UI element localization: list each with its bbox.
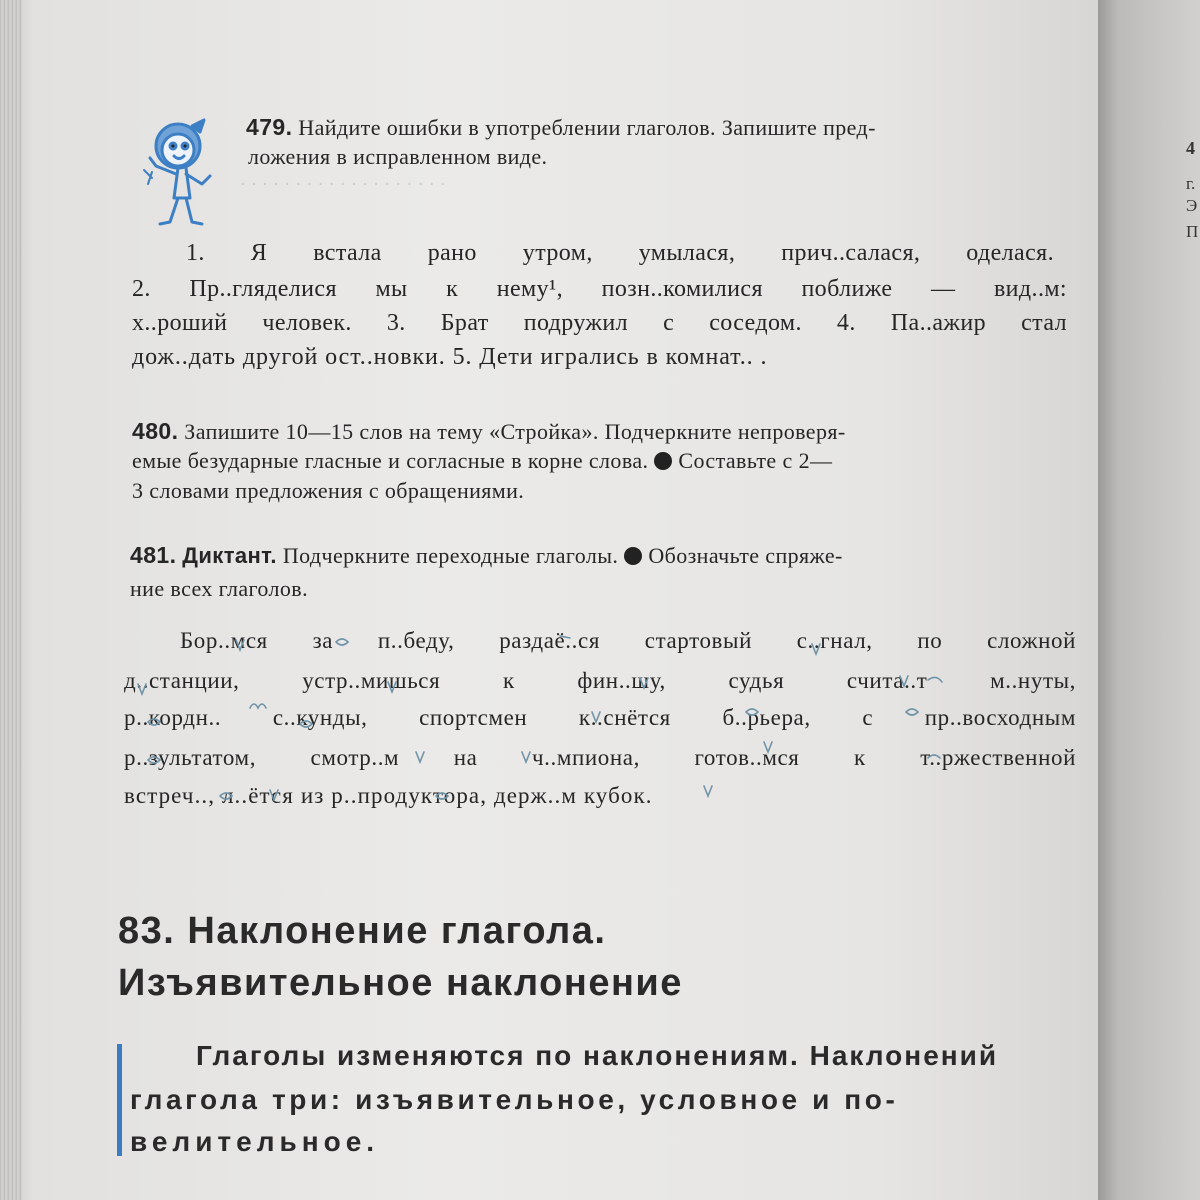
ex479-text-line3: х..роший человек. 3. Брат подружил с соседом. 4. Па..ажир стал <box>132 310 1067 336</box>
ex480-text-line3: 3 словами предложения с обращениями. <box>132 478 525 503</box>
next-page-fragment: г. <box>1186 174 1196 193</box>
rule-line2: глагола три: изъявительное, условное и по- <box>130 1084 899 1115</box>
section-heading-line2: Изъявительное наклонение <box>118 962 683 1004</box>
ex479-number: 479. <box>246 114 293 140</box>
dictation-line1: Бор..мся за п..беду, раздаё..ся стартовый с..гнал, по сложной <box>180 628 1076 653</box>
ex479-task-text: Найдите ошибки в употреблении глаголов. Запишите пред- <box>298 115 876 140</box>
rule-line1: Глаголы изменяются по наклонениям. Наклонений <box>196 1040 999 1071</box>
ex481-text-line1b: Обозначьте спряже- <box>648 543 843 568</box>
rule-line3: велительное. <box>130 1126 380 1157</box>
next-page-edge <box>1098 0 1200 1200</box>
ex479-text-line4: дож..дать другой ост..новки. 5. Дети игрались в комнат.. . <box>132 344 768 370</box>
dictation-line5: встреч.., л..ётся из р..продуктора, держ..м кубок. <box>124 783 653 808</box>
ex481-text-line2: ние всех глаголов. <box>130 576 308 601</box>
dictation-line3: р..кордн.. с..кунды, спортсмен к..снётся б..рьера, с пр..восходным <box>124 705 1076 730</box>
ex480-text-line1: Запишите 10—15 слов на тему «Стройка». Подчеркните непроверя- <box>184 419 846 444</box>
ex480-text-line2a: емые безударные гласные и согласные в корне слова. <box>132 448 649 473</box>
ex481-number: 481. <box>130 542 177 568</box>
ex481-text-line1a: Подчеркните переходные глаголы. <box>282 543 619 568</box>
next-page-fragment: Э <box>1186 196 1198 215</box>
next-page-fragment: 4 <box>1186 138 1195 158</box>
show-through-text: . . . . . . . . . . . . . . . . . . . <box>240 168 446 190</box>
section-heading-line1: 83. Наклонение глагола. <box>118 910 607 952</box>
dictation-line4: р..зультатом, смотр..м на ч..мпиона, готов..мся к т..ржественной <box>124 745 1076 770</box>
ex479-task-line2: ложения в исправленном виде. <box>248 144 548 169</box>
ex481-title: Диктант. <box>182 543 277 568</box>
section-heading <box>118 905 683 1009</box>
dictation-line2: д..станции, устр..мишься к фин..шу, судья счита..т м..нуты, <box>124 668 1076 693</box>
ex480-number: 480. <box>132 418 179 444</box>
ex479-text-line1: 1. Я встала рано утром, умылася, прич..салася, оделася. <box>186 240 1054 266</box>
rule-accent-bar <box>117 1044 122 1156</box>
next-page-fragment: П <box>1186 222 1199 241</box>
ex479-text-line2: 2. Пр..гляделися мы к нему¹, позн..комилися поближе — вид..м: <box>132 276 1067 302</box>
ex480-text-line2b: Составьте с 2— <box>678 448 833 473</box>
